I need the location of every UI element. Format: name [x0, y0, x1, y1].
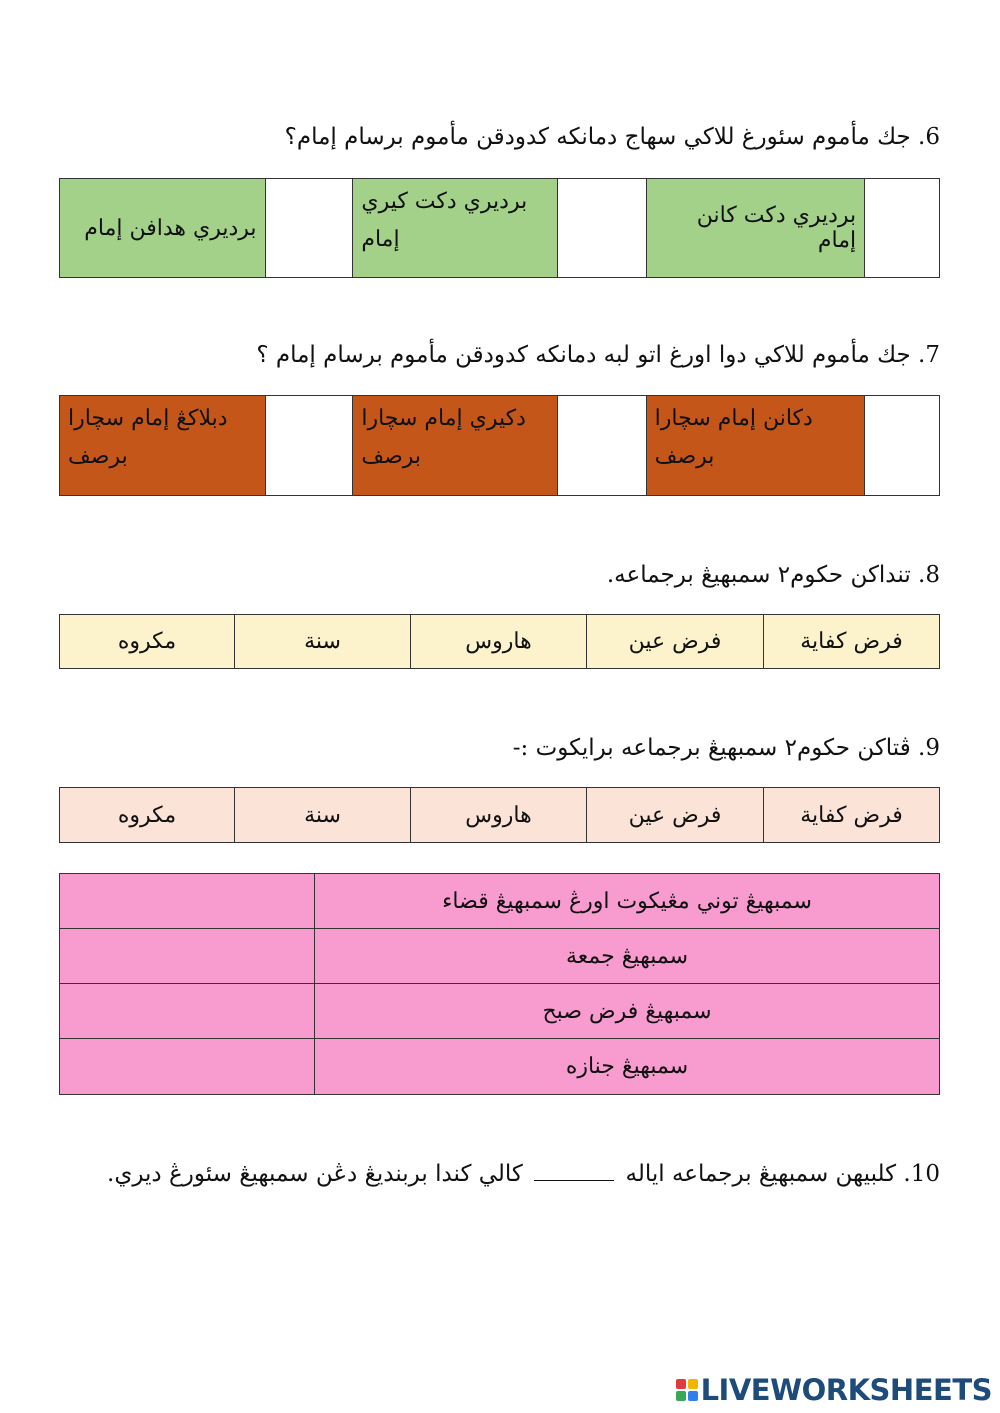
- q8-option-fard-ain[interactable]: فرض عين: [586, 615, 763, 668]
- liveworksheets-logo-icon: [676, 1379, 698, 1401]
- q6-drop-target-1[interactable]: [864, 179, 939, 277]
- q9-option-fard-kifayah[interactable]: فرض كفاية: [763, 788, 939, 842]
- q9-drop-target-3[interactable]: [60, 984, 314, 1038]
- q7-option-2-line-1: دکيري إمام سچارا: [361, 406, 526, 431]
- q9-option-sunat[interactable]: سنة: [234, 788, 410, 842]
- question-10: [107, 1159, 940, 1189]
- q7-option-3[interactable]: [60, 396, 265, 495]
- q7-option-1-line-2: برصف: [654, 444, 715, 469]
- table-row: [60, 874, 939, 929]
- q9-prayer-label-4: سمبهيڠ جنازه: [314, 1039, 939, 1094]
- q7-drop-target-3[interactable]: [265, 396, 353, 495]
- table-row: [60, 1039, 939, 1094]
- question-7-answer-row: [59, 395, 940, 496]
- q9-option-fard-ain[interactable]: فرض عين: [586, 788, 763, 842]
- q9-option-harus[interactable]: هاروس: [410, 788, 586, 842]
- question-7: 7. جك مأموم للاكي دوا اورغ اتو لبه دمانكه كدودقن مأموم برسام إمام ؟: [256, 342, 940, 368]
- q9-drop-target-2[interactable]: [60, 929, 314, 983]
- question-6-answer-row: [59, 178, 940, 278]
- q6-option-2-line-1: برديري دکت کيري: [361, 189, 528, 214]
- question-9-options: [59, 787, 940, 843]
- q7-option-1[interactable]: [646, 396, 864, 495]
- q9-drop-target-4[interactable]: [60, 1039, 314, 1094]
- question-9: 9. ڤتاکن حکوم٢ سمبهيڠ برجماعه برايكوت :-: [512, 735, 940, 761]
- q9-prayer-label-1: سمبهيڠ توني مڠيکوت اورڠ سمبهيڠ قضاء: [314, 874, 939, 928]
- q9-prayer-label-2: سمبهيڠ جمعة: [314, 929, 939, 983]
- q6-drop-target-3[interactable]: [265, 179, 353, 277]
- q6-drop-target-2[interactable]: [557, 179, 646, 277]
- table-row: [60, 929, 939, 984]
- q8-option-harus[interactable]: هاروس: [410, 615, 586, 668]
- q9-prayer-label-3: سمبهيڠ فرض صبح: [314, 984, 939, 1038]
- q10-answer-blank[interactable]: [534, 1180, 614, 1181]
- question-6: 6. جك مأموم سئورغ للاكي سهاج دمانكه كدودقن مأموم برسام إمام؟: [284, 124, 940, 150]
- q6-option-3-label: برديري هدافن إمام: [84, 215, 257, 241]
- question-8: 8. تنداكن حكوم٢ سمبهيڠ برجماعه.: [606, 562, 940, 588]
- q6-option-3[interactable]: [60, 179, 265, 277]
- q8-option-makruh[interactable]: مكروه: [60, 615, 234, 668]
- question-8-options: [59, 614, 940, 669]
- q10-text-before: 10. كلبيهن سمبهيڠ برجماعه اياله: [625, 1161, 940, 1187]
- q7-option-3-line-2: برصف: [68, 444, 128, 469]
- q6-option-1-label: برديري دكت كانن إمام: [696, 203, 857, 253]
- q6-option-1[interactable]: [646, 179, 864, 277]
- q7-option-2[interactable]: [352, 396, 557, 495]
- q10-text-after: كالي كندا بربنديڠ دڠن سمبهيڠ سئورڠ ديري.: [107, 1161, 523, 1187]
- q9-option-makruh[interactable]: مكروه: [60, 788, 234, 842]
- table-row: [60, 984, 939, 1039]
- q7-option-3-line-1: دبلاكڠ إمام سچارا: [68, 406, 228, 431]
- q8-option-sunat[interactable]: سنة: [234, 615, 410, 668]
- q9-drop-target-1[interactable]: [60, 874, 314, 928]
- q6-option-2-line-2: إمام: [361, 227, 400, 252]
- q9-matching-table: [59, 873, 940, 1095]
- q7-option-1-line-1: دکانن إمام سچارا: [654, 406, 813, 431]
- q8-option-fard-kifayah[interactable]: فرض كفاية: [763, 615, 939, 668]
- brand-name: LIVEWORKSHEETS: [700, 1373, 992, 1407]
- q6-option-2[interactable]: [352, 179, 557, 277]
- q7-option-2-line-2: برصف: [361, 444, 422, 469]
- q7-drop-target-1[interactable]: [864, 396, 939, 495]
- q7-drop-target-2[interactable]: [557, 396, 646, 495]
- liveworksheets-logo: [676, 1373, 992, 1407]
